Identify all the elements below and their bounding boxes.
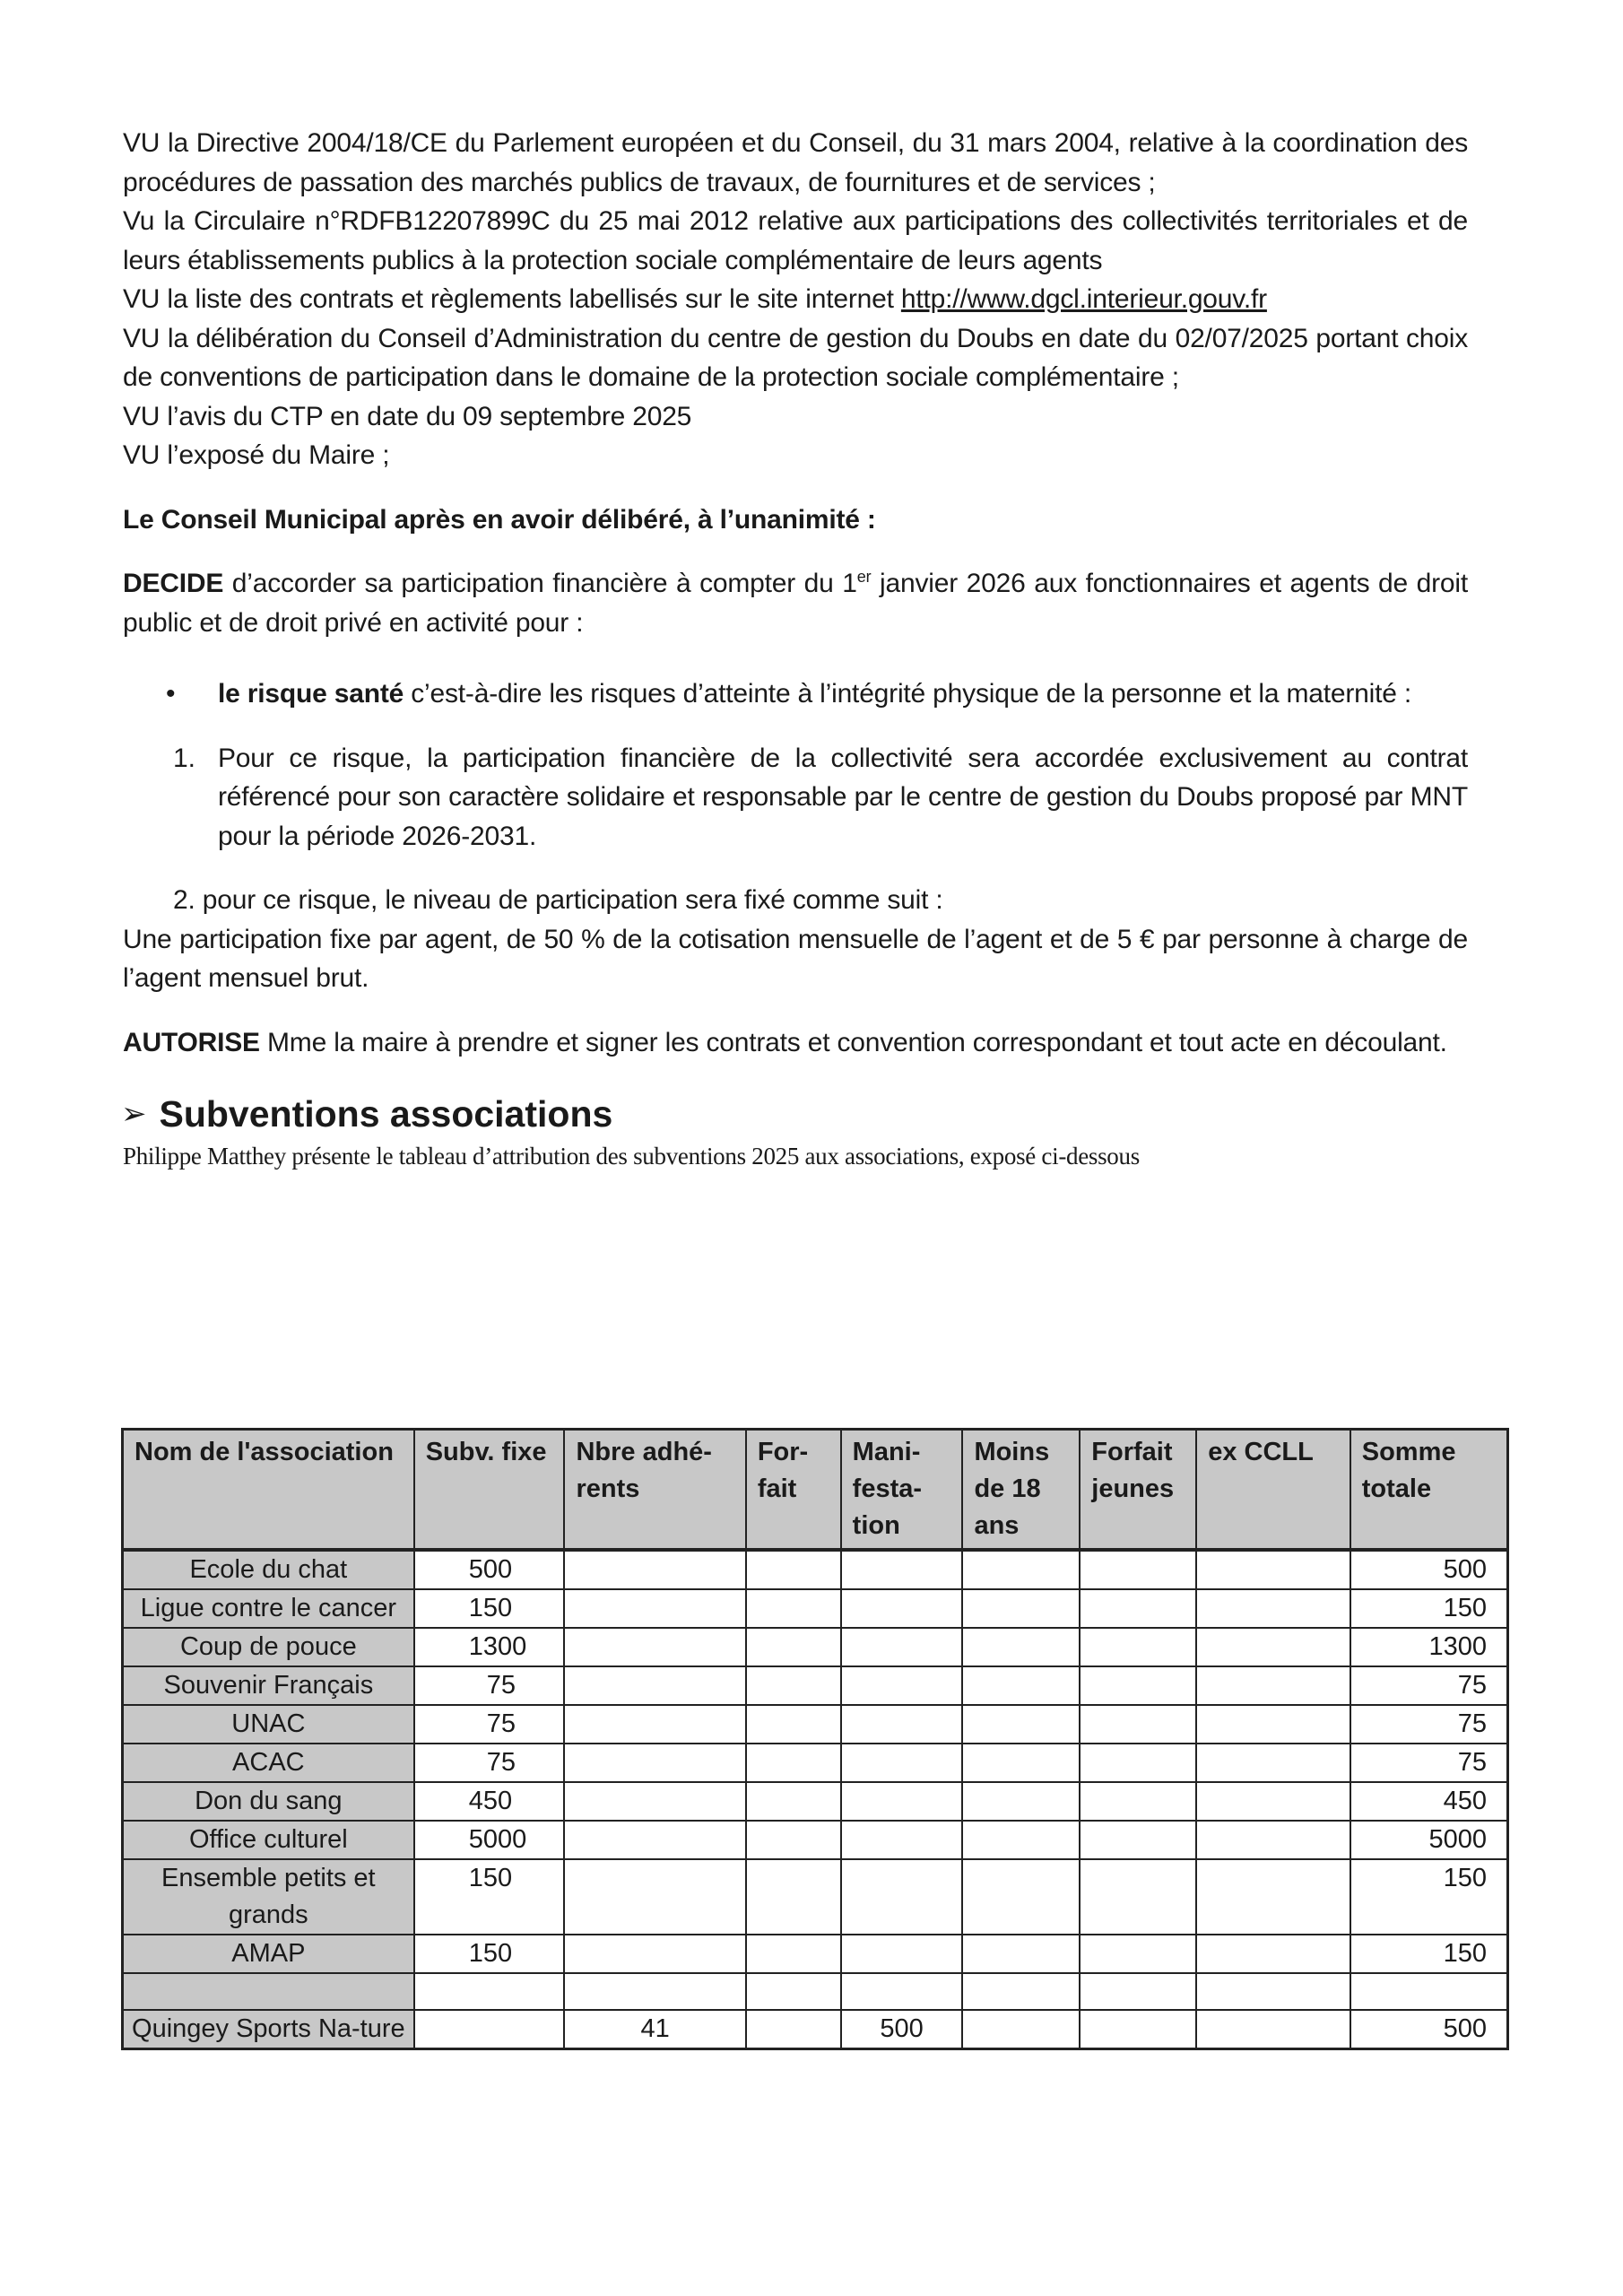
col-header-subv-fixe: Subv. fixe (414, 1430, 565, 1551)
arrow-bullet-icon: ➢ (121, 1096, 147, 1132)
col-header-forfait-jeunes: Forfait jeunes (1080, 1430, 1196, 1551)
vu-liste (123, 280, 1468, 319)
bullet-risque-sante: • le risque santé c’est-à-dire les risques d’atteinte à l’intégrité physique de la personne et la maternité : (166, 674, 1468, 714)
table-header-row (123, 1430, 1508, 1551)
autorise-keyword: AUTORISE (123, 1027, 260, 1057)
table-row: Don du sang 450 450 (123, 1782, 1508, 1821)
col-header-total: Somme totale (1350, 1430, 1508, 1551)
vu-deliberation: VU la délibération du Conseil d’Administration du centre de gestion du Doubs en date du 02/07/2025 portant choix de conventions de participation dans le domaine de la protection sociale complémentaire ; (123, 323, 1468, 392)
participation-text: Une participation fixe par agent, de 50 % de la cotisation mensuelle de l’agent et de 5 € par personne à charge de l’agent mensuel brut. (123, 924, 1468, 993)
document-page (123, 124, 1468, 1196)
bullet-icon: • (166, 679, 176, 709)
vu-circulaire: Vu la Circulaire n°RDFB12207899C du 25 mai 2012 relative aux participations des collectivités territoriales et de leurs établissements publics à la protection sociale complémentaire de leurs agents (123, 206, 1468, 275)
section-heading (121, 1089, 1468, 1139)
table-row: Quingey Sports Na-ture 41 500 500 (123, 2010, 1508, 2049)
col-header-ex-ccll: ex CCLL (1196, 1430, 1350, 1551)
section-intro: Philippe Matthey présente le tableau d’attribution des subventions 2025 aux associations, exposé ci-dessous (123, 1143, 1140, 1170)
table-row: Office culturel 5000 5000 (123, 1821, 1508, 1859)
vu-avis: VU l’avis du CTP en date du 09 septembre 2025 (123, 401, 692, 431)
col-header-nom: Nom de l'association (123, 1430, 414, 1551)
table-row: ACAC 75 75 (123, 1744, 1508, 1782)
table-row-empty (123, 1973, 1508, 2010)
vu-expose: VU l’exposé du Maire ; (123, 440, 390, 470)
table-row: Ligue contre le cancer 150 150 (123, 1589, 1508, 1628)
col-header-manifestation: Mani-festa-tion (841, 1430, 963, 1551)
table-row: Coup de pouce 1300 1300 (123, 1628, 1508, 1666)
list-item-1: 1. Pour ce risque, la participation financière de la collectivité sera accordée exclusivement au contrat référencé pour son caractère solidaire et responsable par le centre de gestion du Doubs proposé par MNT pour la période 2026-2031. (173, 743, 1468, 851)
table-row: AMAP 150 150 (123, 1935, 1508, 1973)
subventions-table (121, 1428, 1509, 2050)
vu-liste-text: VU la liste des contrats et règlements labellisés sur le site internet (123, 284, 901, 314)
dgcl-link[interactable]: http://www.dgcl.interieur.gouv.fr (900, 284, 1267, 314)
table-row: Souvenir Français 75 75 (123, 1666, 1508, 1705)
list-item-2: 2. pour ce risque, le niveau de participation sera fixé comme suit : (173, 885, 943, 915)
decide-paragraph: DECIDE d’accorder sa participation financière à compter du 1er janvier 2026 aux fonctionnaires et agents de droit public et de droit privé en activité pour : (123, 568, 1468, 638)
col-header-moins18: Moins de 18 ans (962, 1430, 1080, 1551)
autorise-paragraph: AUTORISE Mme la maire à prendre et signer les contrats et convention correspondant et tout acte en découlant. (123, 1027, 1447, 1057)
col-header-adherents: Nbre adhé-rents (564, 1430, 745, 1551)
conseil-statement: Le Conseil Municipal après en avoir délibéré, à l’unanimité : (123, 504, 876, 535)
table-row: Ecole du chat 500 500 (123, 1550, 1508, 1589)
decide-keyword: DECIDE (123, 569, 224, 598)
vu-directive: VU la Directive 2004/18/CE du Parlement européen et du Conseil, du 31 mars 2004, relative à la coordination des procédures de passation des marchés publics de travaux, de fournitures et de services ; (123, 128, 1468, 197)
table-row: UNAC 75 75 (123, 1705, 1508, 1744)
table-row: Ensemble petits et grands 150 150 (123, 1859, 1508, 1935)
section-title: Subventions associations (159, 1093, 613, 1135)
col-header-forfait: For-fait (746, 1430, 841, 1551)
